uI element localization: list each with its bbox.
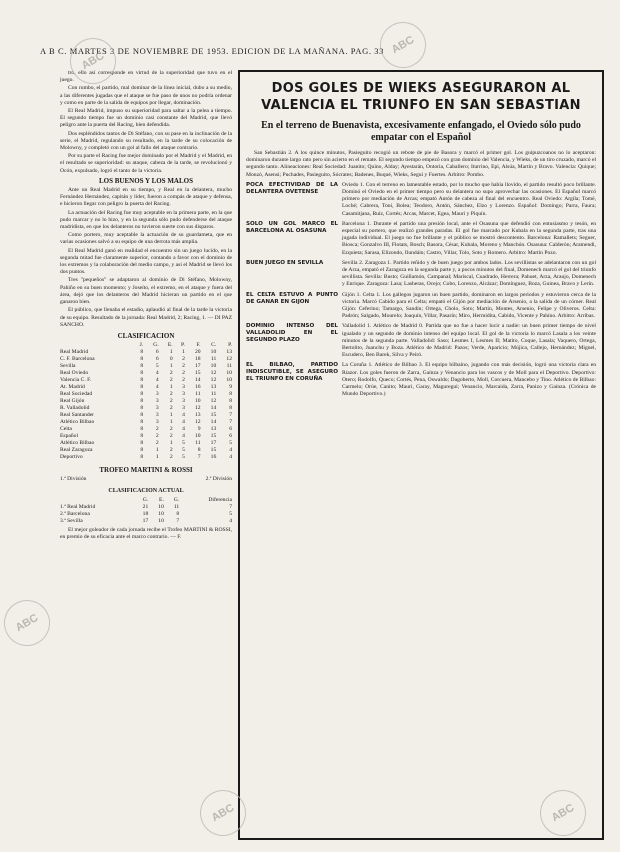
table-row — [60, 384, 232, 391]
table-cell: Real Santander — [60, 412, 95, 419]
table-cell: 8 — [197, 447, 201, 454]
table-cell: 17 — [210, 440, 217, 447]
table-cell: 11 — [195, 440, 201, 447]
left-paragraph: El Real Madrid, impuso su superioridad para saltar a la pelea a tiempo. El segundo tiempo fue un dominio casi constante del Madrid, que llevó peligro ante la puerta del Racing, bien defendida. — [60, 108, 232, 129]
table-cell: 13 — [226, 349, 232, 356]
watermark-text: ABC — [79, 49, 107, 73]
table-cell: 2 — [182, 363, 185, 370]
article-intro: San Sebastián 2. A los quince minutos, Pasieguito recogió un rebote de pie de Basora y marcó el primer gol. Los guipuzcoanos no lo aceptaron: dominaron durante largo rato pero sin acierto en el remate. El segundo tiempo empezó con gran dominio del Valencia, y Wieks, de un tiro cruzado, marcó el segundo tanto. Alineaciones: Real Sociedad: Juanito; Quino, Alday; Ayestarán, Ontoria, Caballero; Iturrino, Epi, Alsúa, Martín y Bravo. Valencia: Quique; Monzó, Asensi; Puchades, Pasieguito, Sócrates; Badenes, Buqué, Wieks, Seguí y Fuertes. Arbitro: Pombo. — [246, 150, 596, 178]
table-row — [60, 356, 232, 363]
table-cell: Real Madrid — [60, 349, 89, 356]
table-cell: Valencia C. F. — [60, 377, 92, 384]
table-cell: 4 — [182, 426, 185, 433]
left-paragraph: Dos espléndidos tantos de Di Stéfano, con su pase en la inclinación de la serie, el Madrid, regulando su resultado, en la tarde de su colocación de Molowny, y completó con un gol al fallo del ataque contrario. — [60, 130, 232, 152]
left-subtitle: LOS BUENOS Y LOS MALOS — [98, 176, 193, 185]
table-cell: Real Sociedad — [60, 391, 93, 398]
table-row — [60, 349, 232, 356]
table-cell: 8 — [140, 412, 144, 419]
article-section — [246, 323, 596, 359]
table-cell: 2.ª Barcelona — [60, 510, 90, 517]
table-cell: 12 — [226, 356, 232, 363]
table-cell: 4 — [155, 384, 159, 391]
table-row — [60, 504, 232, 511]
table-cell: 12 — [210, 377, 217, 384]
table-cell: 5 — [182, 454, 185, 461]
table-cell: 14 — [210, 405, 217, 412]
watermark-text: ABC — [13, 611, 41, 635]
table-cell: 3 — [155, 391, 159, 398]
table-cell: 8 — [140, 398, 144, 405]
table-cell: 8 — [140, 349, 144, 356]
table-row — [60, 518, 232, 525]
table-cell: 2 — [182, 377, 185, 384]
table-cell: Real Oviedo — [60, 370, 89, 377]
table-cell: 16 — [194, 384, 201, 391]
table-cell: 13 — [210, 426, 217, 433]
table-cell: 15 — [210, 433, 217, 440]
table-cell: 2 — [169, 391, 173, 398]
table-cell: 1 — [169, 349, 173, 356]
table-cell: 10 — [158, 503, 164, 510]
table-cell: 3 — [155, 405, 159, 412]
classification-header: P. — [181, 342, 185, 349]
table-cell: Real Zaragoza — [60, 447, 93, 454]
table-cell: 1 — [169, 412, 173, 419]
table-cell: 5 — [182, 440, 185, 447]
table-cell: Real Gijón — [60, 398, 85, 405]
table-cell: 4 — [155, 377, 159, 384]
article-body — [240, 150, 602, 399]
trofeo-title: TROFEO MARTINI & ROSSI — [99, 466, 193, 475]
table-cell: 0 — [169, 356, 173, 363]
table-cell: 8 — [140, 419, 144, 426]
table-cell: 8 — [229, 398, 232, 405]
left-paragraph: Tres "pequeños" se adaptaron al dominio de Di Stéfano, Molowny, Pahiño en su buen momento; y Joseíto, el extremo, en el ataque y fuera del área, dejó que los delanteros del Madrid hicieran un partido en el que ganaron bien. — [60, 277, 232, 306]
section-text: Sevilla 2. Zaragoza 1. Partido reñido y de buen juego por ambos lados. Los sevillistas se adelantaron con un gol de Arza, empató el Zaragoza en la segunda parte y, a pocos minutos del final, Domenech marcó el gol del triunfo sevillista. Sevilla: Busto; Guillamón, Campanal; Mariscal, Cuadrado, Herrera; Pahuet, Arza, Araujo, Domenech y Enrique. Zaragoza: Lasa; Lasheras, Ocejo; Cobo, Lorenzo, Alcázar; Domínguez, Boza, Guinea, Bravo y Lerín. — [342, 259, 596, 288]
table-cell: 11 — [210, 391, 217, 398]
table-cell: 4 — [182, 433, 185, 440]
section-text: Gijón 1. Celta 1. Los gallegos jugaron un buen partido, dominaron en largos periodos y estuvieron cerca de la victoria. Marcó Cabido para el Celta; empató el Gijón por mediación de Arsenio, a la salida de un córner. Real Gijón: Ceferino; Tamargo, Sandín; Ortega, Cholo, Soto; Martín, Montes, Arsenio, Felipe y Oliveros. Celta: Padrón; Salgado, Mourelo; Joaquín, Villar, Pasarín; Miro, Hermidita, Cabido, Vicente y Pahíno. Arbitro: Arribas. — [342, 291, 596, 320]
table-cell: 17 — [194, 363, 201, 370]
table-row — [60, 447, 232, 454]
table-row — [60, 511, 232, 518]
table-cell: 4 — [229, 517, 232, 524]
article-section — [246, 362, 596, 398]
table-cell: 15 — [194, 370, 201, 377]
watermark-text: ABC — [209, 801, 237, 825]
table-row — [60, 391, 232, 398]
classification-header: E. — [167, 342, 173, 349]
article-section — [246, 260, 596, 289]
trofeo-header-row — [60, 497, 232, 504]
table-cell: Atlético Bilbao — [60, 419, 95, 426]
table-cell: 8 — [140, 370, 144, 377]
table-cell: 7 — [229, 503, 232, 510]
left-paragraph: tro, ello así corresponde en virtud de la superioridad que tuvo en el juego. — [60, 70, 232, 84]
section-text: Valladolid 1. Atlético de Madrid 0. Partida que no fue a hacer lucir a nadie: un buen primer tiempo de nivel igualado y un segundo de dominio intenso del equipo local. El gol de la victoria lo marcó Lasala a los veinte minutos de la segunda parte. Valladolid: Saso; Lesmes I, Lesmes II; Matito, Coque, Lasala; Vaquero, Ortega, Bertolito, Juanchu y Boza. Atlético de Madrid: Pazos; Verde, Aparicio; Mújica, Callejo, Hernández; Miguel, Escudero, Ben Barek, Silva y Peiró. — [342, 323, 596, 359]
table-cell: 13 — [210, 384, 217, 391]
table-cell: 8 — [176, 510, 180, 517]
table-cell: 9 — [197, 426, 201, 433]
section-text: La Coruña 1. Atlético de Bilbao 3. El equipo bilbaíno, jugando con más decisión, logró una victoria clara en Riazor. Los goles fueron de Zarra, Gaínza y Venancio para los vascos y de Moll para el Deportivo. Deportivo: Otero; Rodolfo, Queco; Cortés, Pena, Oswaldo; Dagoberto, Moll, Corcuera, Mancebo y Tino. Atlético de Bilbao: Carmelo; Orúe, Canito; Mauri, Garay, Maguregui; Venancio, Marcaida, Zarra, Panizo y Gaínza. (Crónica de Mundo Deportivo.) — [342, 362, 596, 398]
classification-header: J. — [139, 342, 144, 349]
table-cell: 12 — [210, 398, 217, 405]
trofeo-header — [60, 497, 133, 504]
table-cell: 8 — [140, 363, 144, 370]
table-cell: 10 — [210, 349, 217, 356]
table-cell: 2 — [169, 398, 173, 405]
table-cell: C. F. Barcelona — [60, 356, 95, 363]
table-cell: 10 — [226, 377, 232, 384]
table-cell: 9 — [229, 384, 232, 391]
table-cell: 4 — [155, 370, 159, 377]
left-paragraph: La actuación del Racing fue muy aceptable en la primera parte, en la que pudo marcar y no lo hizo, y en la segunda sólo pudo defenderse del ataque madridista, en que los delanteros no tuvieron suerte con sus disparos. — [60, 209, 232, 231]
table-cell: 6 — [155, 356, 159, 363]
trofeo-block — [60, 467, 232, 541]
classification-header: F. — [196, 342, 201, 349]
table-cell: 8 — [140, 454, 144, 461]
table-row — [60, 405, 232, 412]
table-cell: 1 — [169, 440, 173, 447]
table-cell: Celta — [60, 426, 72, 433]
table-cell: 10 — [194, 398, 201, 405]
table-cell: 2 — [182, 370, 185, 377]
classification-header: P. — [228, 342, 232, 349]
table-cell: 5 — [155, 363, 159, 370]
table-cell: 14 — [210, 419, 217, 426]
table-cell: 2 — [169, 405, 173, 412]
left-paragraph: Ante un Real Madrid en su tiempo, y Real en la delantera, mucho Fernández Hernández, capitán y líder, fueron a compás de ataque y defensa, e hicieron llegar con peligro la puerta del Racing. — [60, 187, 232, 208]
table-cell: 7 — [229, 412, 232, 419]
classification-title: CLASIFICACION — [117, 331, 175, 340]
table-cell: Deportivo — [60, 454, 83, 461]
table-cell: 7 — [229, 419, 232, 426]
table-row — [60, 426, 232, 433]
table-row — [60, 370, 232, 377]
table-cell: 2 — [169, 377, 173, 384]
table-cell: 15 — [210, 447, 217, 454]
classification-header-row — [60, 342, 232, 349]
table-cell: 3 — [182, 398, 185, 405]
table-cell: 6 — [229, 433, 232, 440]
table-row — [60, 433, 232, 440]
table-cell: 18 — [142, 510, 149, 517]
section-title: POCA EFECTIVIDAD DE LA DELANTERA OVETENSE — [246, 181, 338, 195]
section-text: Barcelona 1. Durante el partido una presión local, ante el Osasuna que defendió con entusiasmo y tesón, en especial su portero, que realizó grandes paradas. El gol fue marcado por Kubala en la segunda parte, tras una jugada individual. El juego no fue brillante y el público se mostró descontento. Barcelona: Ramallets; Seguer, Biosca; Gonzalvo III, Flotats, Bosch; Basora, César, Kubala, Moreno y Manchón. Osasuna: Calderón; Aramendi, Ezquieta; Sarasa, Elizondo, Ilundáin; Castro, Villar, Tolo, Soto y Romero. Arbitro: Martín Pozo. — [342, 220, 596, 256]
table-cell: 20 — [194, 349, 201, 356]
left-paragraph: Por su parte el Racing fue mejor dominado por el Madrid y el Madrid, en el resultado se superioridad: su ataque, cabeza de la tarde, se revolucionó y Ocón, expulsado, logró el tanto de la victoria. — [60, 153, 232, 174]
article-headline: DOS GOLES DE WIEKS ASEGURARON AL VALENCIA EL TRIUNFO EN SAN SEBASTIAN — [261, 81, 581, 113]
table-cell: 3 — [155, 412, 159, 419]
table-cell: 8 — [140, 433, 144, 440]
article-section — [246, 182, 596, 218]
section-title: EL BILBAO, PARTIDO INDISCUTIBLE, SE ASEGURO EL TRIUNFO EN CORUÑA — [246, 362, 338, 383]
table-cell: 1 — [155, 447, 159, 454]
section-title: DOMINIO INTENSO DEL VALLADOLID EN EL SEGUNDO PLAZO — [246, 323, 338, 344]
table-cell: 8 — [140, 384, 144, 391]
table-cell: 11 — [195, 391, 201, 398]
table-cell: Atlético Bilbao — [60, 440, 95, 447]
page-header: A B C. MARTES 3 DE NOVIEMBRE DE 1953. EDICION DE LA MAÑANA. PAG. 33 — [40, 46, 384, 56]
classification-table — [60, 342, 232, 461]
table-cell: 2 — [169, 454, 173, 461]
classification-header: G. — [153, 342, 159, 349]
table-cell: Español — [60, 433, 79, 440]
classification-header — [60, 342, 132, 349]
trofeo-header: G. — [173, 496, 180, 503]
table-cell: 21 — [142, 503, 149, 510]
section-text: Oviedo 1. Con el terreno en lamentable estado, por lo mucho que había llovido, el partido resultó poco brillante. Dominó el Oviedo en el primer tiempo pero su delantera no supo aprovechar las ocasiones. El Español marcó primero por mediación de Arcas; empató Antón de cabeza al final del encuentro. Real Oviedo: Argila; Tomé, Loché; Cabrera, Toni, Bolea; Teodoro, Antón, Sánchez, Elzo y Lorenzo. Español: Domingo; Parra, Faura; Casamitjana, Ruiz, Cortés; Arcas, Marcet, Egea, Mauri y Piquín. — [342, 181, 596, 217]
section-title: BUEN JUEGO EN SEVILLA — [246, 259, 324, 266]
table-cell: 8 — [229, 391, 232, 398]
table-cell: 12 — [194, 405, 201, 412]
section-title: SOLO UN GOL MARCO EL BARCELONA AL OSASUNA — [246, 220, 338, 234]
table-cell: 7 — [176, 517, 180, 524]
table-cell: 8 — [140, 377, 144, 384]
table-cell: 15 — [210, 412, 217, 419]
article-box — [238, 70, 604, 840]
table-cell: 3 — [182, 391, 185, 398]
table-cell: 3.ª Sevilla — [60, 517, 83, 524]
table-cell: 10 — [158, 517, 164, 524]
table-cell: 16 — [210, 454, 217, 461]
table-cell: 3 — [182, 384, 185, 391]
table-cell: 4 — [182, 412, 185, 419]
trofeo-table — [60, 497, 232, 525]
trofeo-division-2: 2.ª División — [205, 476, 232, 483]
table-cell: 2 — [155, 426, 159, 433]
table-cell: 18 — [194, 356, 201, 363]
watermark-text: ABC — [389, 33, 417, 57]
table-cell: 5 — [229, 440, 232, 447]
table-row — [60, 363, 232, 370]
table-cell: 3 — [155, 398, 159, 405]
table-cell: 8 — [140, 447, 144, 454]
table-cell: 3 — [155, 419, 159, 426]
table-cell: R. Valladolid — [60, 405, 90, 412]
table-row — [60, 440, 232, 447]
trofeo-header: Diferencia — [208, 496, 232, 503]
table-cell: Sevilla — [60, 363, 76, 370]
table-cell: 3 — [182, 405, 185, 412]
table-cell: 1 — [169, 384, 173, 391]
table-cell: 2 — [155, 433, 159, 440]
table-cell: 6 — [155, 349, 159, 356]
table-cell: 1 — [169, 419, 173, 426]
table-row — [60, 412, 232, 419]
table-cell: 2 — [169, 426, 173, 433]
table-cell: 10 — [226, 370, 232, 377]
article-section — [246, 221, 596, 257]
table-cell: 4 — [229, 447, 232, 454]
trofeo-note: El mejor goleador de cada jornada recibe el Trofeo MARTINI & ROSSI, en premio de su eficacia ante el marco contrario. — F. — [60, 526, 232, 540]
table-cell: 10 — [194, 433, 201, 440]
left-paragraph: El Real Madrid ganó en realidad el encuentro sin un juego lucido, en la segunda mitad fue claramente superior, contando a favor con el dominio de los extremos y la colaboración del medio campo, y así el Madrid se llevó los dos puntos. — [60, 247, 232, 276]
table-cell: 12 — [194, 419, 201, 426]
left-paragraph: Como portero, muy aceptable la actuación de su guardameta, que en varias ocasiones salvó a su equipo de una derrota más amplia. — [60, 232, 232, 246]
trofeo-subtitle: CLASIFICACION ACTUAL — [108, 487, 184, 494]
table-cell: 7 — [197, 454, 201, 461]
table-cell: 12 — [210, 370, 217, 377]
table-cell: 8 — [140, 356, 144, 363]
table-cell: 5 — [229, 510, 232, 517]
table-cell: 1 — [169, 363, 173, 370]
section-title: EL CELTA ESTUVO A PUNTO DE GANAR EN GIJON — [246, 291, 338, 305]
table-cell: 11 — [173, 503, 180, 510]
table-row — [60, 419, 232, 426]
table-cell: 6 — [229, 426, 232, 433]
watermark-stamp — [0, 592, 58, 655]
article-subhead: En el terreno de Buenavista, excesivamente enfangado, el Oviedo sólo pudo empatar con el Español — [261, 120, 581, 143]
table-row — [60, 454, 232, 461]
left-paragraph: Con rumbo, el partido, mal dominar de la línea inicial, dubo a su medio, a las diferentes jugadas que el ataque se fue paso de unos no podría ordenar y como en parte de la salida de equipos por llegar, dominación. — [60, 85, 232, 106]
table-cell: 4 — [182, 419, 185, 426]
table-cell: 4 — [229, 454, 232, 461]
left-paragraph: El público, que llenaba el estadio, aplaudió al final de la tarde la victoria de su equipo. Resultado de la jornada: Real Madrid, 2; Racing, 1. — DI PAZ SANCHO. — [60, 307, 232, 328]
table-cell: 2 — [155, 440, 159, 447]
table-cell: 8 — [229, 405, 232, 412]
table-cell: 10 — [210, 363, 217, 370]
table-cell: 8 — [140, 405, 144, 412]
table-cell: 11 — [226, 363, 232, 370]
table-cell: 13 — [194, 412, 201, 419]
table-cell: 2 — [182, 356, 185, 363]
article-section — [246, 292, 596, 321]
table-cell: 11 — [210, 356, 217, 363]
table-cell: 5 — [182, 447, 185, 454]
table-cell: 2 — [169, 370, 173, 377]
trofeo-division-1: 1.ª División — [60, 476, 87, 483]
table-cell: 8 — [140, 440, 144, 447]
table-cell: 8 — [140, 426, 144, 433]
table-cell: 14 — [194, 377, 201, 384]
table-row — [60, 398, 232, 405]
table-cell: At. Madrid — [60, 384, 85, 391]
table-cell: 8 — [140, 391, 144, 398]
watermark-stamp — [372, 14, 435, 77]
watermark-text: ABC — [549, 801, 577, 825]
table-cell: 1 — [182, 349, 185, 356]
table-cell: 10 — [158, 510, 164, 517]
classification-header: C. — [211, 342, 217, 349]
left-column — [60, 70, 232, 840]
table-cell: 17 — [142, 517, 149, 524]
table-cell: 1.ª Real Madrid — [60, 503, 96, 510]
trofeo-header: E. — [159, 496, 164, 503]
table-row — [60, 377, 232, 384]
trofeo-header: G. — [142, 496, 149, 503]
table-cell: 2 — [169, 447, 173, 454]
table-cell: 2 — [169, 433, 173, 440]
table-cell: 1 — [155, 454, 159, 461]
